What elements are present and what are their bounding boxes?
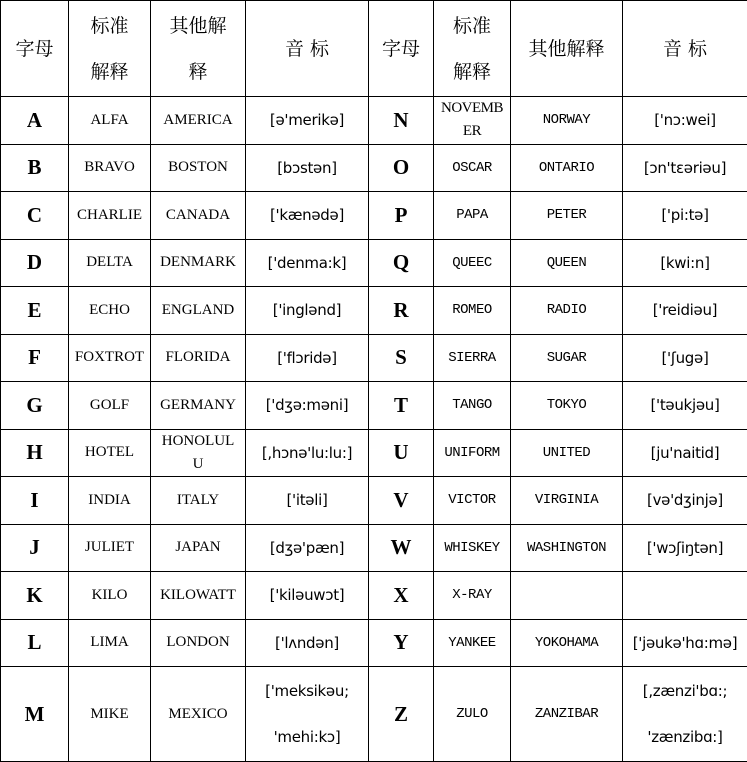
standard-word-cell-text: YANKEE <box>448 634 496 651</box>
table-row <box>1 287 747 335</box>
other-word-cell-right <box>511 429 623 477</box>
table-row <box>1 97 747 145</box>
table-row <box>1 144 747 192</box>
other-word-cell-right <box>511 667 623 762</box>
other-word-cell-text: VIRGINIA <box>534 492 599 509</box>
letter-cell <box>1 192 69 240</box>
standard-word-cell-text: NOVEMBER <box>441 100 504 140</box>
other-word-cell-text: YOKOHAMA <box>534 634 599 651</box>
other-word-cell <box>151 524 246 572</box>
table-row <box>1 524 747 572</box>
letter-cell <box>1 429 69 477</box>
phonetic-cell-right <box>623 667 747 762</box>
other-word-cell-right <box>511 144 623 192</box>
phonetic-cell <box>246 287 369 335</box>
other-word-cell <box>151 144 246 192</box>
other-word-cell-right <box>511 572 623 620</box>
standard-word-cell <box>69 667 151 762</box>
standard-word-cell-right <box>434 667 511 762</box>
standard-word-cell-text: GOLF <box>89 396 130 413</box>
standard-word-cell-text: LIMA <box>90 634 129 651</box>
other-word-cell-text: KILOWATT <box>160 586 236 603</box>
other-word-cell-text: NORWAY <box>542 112 591 129</box>
standard-word-cell <box>69 334 151 382</box>
phonetic-cell <box>246 524 369 572</box>
other-word-cell-right <box>511 239 623 287</box>
phonetic-cell-right <box>623 477 747 525</box>
other-word-cell-text: TOKYO <box>546 397 587 414</box>
standard-word-cell-text: CHARLIE <box>77 206 142 223</box>
letter-cell <box>1 477 69 525</box>
standard-word-cell-right <box>434 477 511 525</box>
other-word-cell <box>151 382 246 430</box>
phonetic-cell-text: [dʒə'pæn] <box>269 538 345 557</box>
phonetic-cell-right <box>623 97 747 145</box>
other-word-cell-text: DENMARK <box>160 254 236 271</box>
phonetic-cell-text: ['təukjəu] <box>650 396 720 415</box>
phonetic-cell-text: ['pi:tə] <box>661 206 709 225</box>
standard-word-cell-text: ALFA <box>90 111 129 128</box>
table-row <box>1 239 747 287</box>
standard-word-cell-text: ZULO <box>456 706 488 722</box>
letter-cell-text: L <box>27 630 42 655</box>
other-word-cell-text: CANADA <box>165 206 231 223</box>
standard-word-cell-right <box>434 192 511 240</box>
phonetic-cell-right <box>623 382 747 430</box>
standard-word-cell-text: TANGO <box>452 397 492 414</box>
letter-cell-text: W <box>390 535 412 560</box>
letter-cell <box>1 144 69 192</box>
standard-word-cell-right <box>434 334 511 382</box>
letter-cell-right <box>369 524 434 572</box>
letter-cell <box>1 619 69 667</box>
letter-cell-text: S <box>395 345 407 370</box>
letter-cell-text: C <box>26 202 43 227</box>
phonetic-cell-right <box>623 524 747 572</box>
letter-cell-text: H <box>26 440 43 465</box>
table-row <box>1 334 747 382</box>
phonetic-cell-text: ['kiləuwɔt] <box>269 586 345 605</box>
standard-word-cell-text: WHISKEY <box>444 539 500 556</box>
standard-word-cell <box>69 287 151 335</box>
letter-cell-text: E <box>27 297 42 322</box>
letter-cell-right <box>369 239 434 287</box>
header-phonetic-right: 音 标 <box>623 1 747 97</box>
phonetic-cell-text: [ə'merikə] <box>269 111 345 130</box>
standard-word-cell-text: HOTEL <box>84 444 135 461</box>
other-word-cell-text: ITALY <box>176 491 220 508</box>
letter-cell-text: V <box>393 487 409 512</box>
letter-cell-text: Y <box>393 630 409 655</box>
phonetic-cell-right <box>623 192 747 240</box>
standard-word-cell-right <box>434 572 511 620</box>
standard-word-cell-text: VICTOR <box>448 492 496 509</box>
standard-word-cell-right <box>434 524 511 572</box>
standard-word-cell-right <box>434 429 511 477</box>
letter-cell-text: J <box>29 535 40 560</box>
standard-word-cell-text: ECHO <box>89 301 130 318</box>
phonetic-cell <box>246 144 369 192</box>
phonetic-cell <box>246 239 369 287</box>
phonetic-cell-text: ['flɔridə] <box>277 348 337 367</box>
phonetic-cell <box>246 192 369 240</box>
letter-cell-right <box>369 287 434 335</box>
other-word-cell <box>151 429 246 477</box>
letter-cell-right <box>369 667 434 762</box>
letter-cell-text: D <box>26 250 43 275</box>
phonetic-cell-text: ['lʌndən] <box>275 633 339 652</box>
standard-word-cell <box>69 477 151 525</box>
header-standard: 标准解释 <box>69 1 151 97</box>
standard-word-cell-text: OSCAR <box>452 159 492 176</box>
letter-cell-text: Q <box>392 250 410 275</box>
standard-word-cell <box>69 239 151 287</box>
standard-word-cell-text: SIERRA <box>448 349 496 366</box>
standard-word-cell <box>69 382 151 430</box>
other-word-cell-right <box>511 619 623 667</box>
other-word-cell-right <box>511 334 623 382</box>
phonetic-cell-text: [ju'naitid] <box>650 443 720 462</box>
letter-cell-right <box>369 382 434 430</box>
phonetic-cell <box>246 429 369 477</box>
phonetic-cell <box>246 572 369 620</box>
standard-word-cell <box>69 144 151 192</box>
letter-cell-text: P <box>394 202 408 227</box>
phonetic-cell-text: ['nɔ:wei] <box>654 111 716 130</box>
letter-cell-text: I <box>30 487 39 512</box>
letter-cell-text: G <box>26 392 43 417</box>
letter-cell-right <box>369 572 434 620</box>
standard-word-cell-text: DELTA <box>86 254 133 271</box>
letter-cell-text: A <box>26 107 43 132</box>
other-word-cell-right <box>511 477 623 525</box>
other-word-cell-text: PETER <box>546 207 587 224</box>
standard-word-cell-text: FOXTROT <box>74 349 145 366</box>
letter-cell <box>1 97 69 145</box>
standard-word-cell-text: ROMEO <box>452 302 492 319</box>
letter-cell-right <box>369 477 434 525</box>
other-word-cell-text: WASHINGTON <box>526 539 606 556</box>
standard-word-cell <box>69 429 151 477</box>
phonetic-cell-right <box>623 619 747 667</box>
standard-word-cell-right <box>434 287 511 335</box>
other-word-cell-text: AMERICA <box>163 111 233 128</box>
table-row <box>1 619 747 667</box>
standard-word-cell-right <box>434 382 511 430</box>
letter-cell-right <box>369 429 434 477</box>
letter-cell <box>1 382 69 430</box>
phonetic-cell-right <box>623 572 747 620</box>
other-word-cell-text: QUEEN <box>546 254 587 271</box>
letter-cell <box>1 524 69 572</box>
other-word-cell-text: SUGAR <box>546 349 587 366</box>
phonetic-cell-text: ['inglənd] <box>272 301 342 320</box>
phonetic-cell-text: ['meksikəu; 'mehi:kɔ] <box>265 682 349 746</box>
letter-cell-text: M <box>24 701 45 726</box>
other-word-cell <box>151 667 246 762</box>
letter-cell <box>1 239 69 287</box>
standard-word-cell-text: PAPA <box>456 207 488 224</box>
phonetic-cell-text: ['wɔʃiŋtən] <box>646 538 724 557</box>
letter-cell-right <box>369 334 434 382</box>
standard-word-cell-text: BRAVO <box>84 159 135 176</box>
phonetic-cell-text: [,zænzi'bɑ:; 'zænzibɑ:] <box>642 682 728 746</box>
header-letter: 字母 <box>1 1 69 97</box>
letter-cell-text: O <box>392 155 410 180</box>
letter-cell-text: X <box>393 582 409 607</box>
other-word-cell-right <box>511 97 623 145</box>
other-word-cell-text: RADIO <box>546 302 587 319</box>
standard-word-cell <box>69 97 151 145</box>
letter-cell-right <box>369 619 434 667</box>
other-word-cell <box>151 287 246 335</box>
other-word-cell-right <box>511 524 623 572</box>
phonetic-cell-text: ['ʃugə] <box>661 348 709 367</box>
letter-cell <box>1 667 69 762</box>
phonetic-cell <box>246 97 369 145</box>
phonetic-cell <box>246 477 369 525</box>
other-word-cell-text: FLORIDA <box>165 349 231 366</box>
header-other: 其他解释 <box>151 1 246 97</box>
header-phonetic: 音 标 <box>246 1 369 97</box>
table-row <box>1 429 747 477</box>
other-word-cell-text: ZANZIBAR <box>534 706 599 722</box>
phonetic-cell-text: [ɔn'tεəriəu] <box>643 158 727 177</box>
phonetic-cell-text: ['reidiəu] <box>652 301 718 320</box>
other-word-cell-text: ENGLAND <box>161 301 235 318</box>
phonetic-cell-text: ['dʒə:məni] <box>265 396 349 415</box>
phonetic-cell <box>246 619 369 667</box>
other-word-cell <box>151 239 246 287</box>
standard-word-cell-right <box>434 619 511 667</box>
other-word-cell-text: UNITED <box>542 444 591 461</box>
letter-cell-text: Z <box>393 701 408 726</box>
letter-cell <box>1 572 69 620</box>
other-word-cell <box>151 192 246 240</box>
standard-word-cell <box>69 572 151 620</box>
phonetic-cell-text: ['itəli] <box>286 491 328 510</box>
letter-cell-text: U <box>393 440 409 465</box>
other-word-cell-text: HONOLULU <box>161 432 235 472</box>
standard-word-cell-text: X-RAY <box>452 587 492 604</box>
phonetic-cell-right <box>623 334 747 382</box>
other-word-cell-text: MEXICO <box>168 705 228 722</box>
letter-cell-text: B <box>27 155 42 180</box>
letter-cell-right <box>369 192 434 240</box>
header-standard-right: 标准解释 <box>434 1 511 97</box>
standard-word-cell-text: QUEEC <box>452 254 492 271</box>
phonetic-cell-right <box>623 429 747 477</box>
other-word-cell <box>151 619 246 667</box>
other-word-cell-right <box>511 382 623 430</box>
other-word-cell <box>151 572 246 620</box>
phonetic-cell-text: [bɔstən] <box>277 158 337 177</box>
phonetic-cell <box>246 382 369 430</box>
other-word-cell <box>151 97 246 145</box>
standard-word-cell-right <box>434 97 511 145</box>
standard-word-cell <box>69 524 151 572</box>
phonetic-cell-text: [kwi:n] <box>660 253 710 272</box>
phonetic-cell-right <box>623 287 747 335</box>
header-letter-right: 字母 <box>369 1 434 97</box>
phonetic-cell-text: ['jəukə'hɑ:mə] <box>632 633 738 652</box>
table-row <box>1 477 747 525</box>
standard-word-cell-text: UNIFORM <box>444 444 500 461</box>
other-word-cell-text: ONTARIO <box>538 159 595 176</box>
other-word-cell-text: LONDON <box>166 634 230 651</box>
letter-cell <box>1 334 69 382</box>
phonetic-cell <box>246 667 369 762</box>
phonetic-cell-text: ['kænədə] <box>269 206 345 225</box>
table-row <box>1 192 747 240</box>
phonetic-cell-text: ['denma:k] <box>267 253 347 272</box>
standard-word-cell-text: INDIA <box>88 491 131 508</box>
standard-word-cell-right <box>434 144 511 192</box>
other-word-cell <box>151 477 246 525</box>
header-row <box>1 1 747 97</box>
other-word-cell-text: BOSTON <box>168 159 228 176</box>
letter-cell-text: R <box>393 297 409 322</box>
letter-cell-text: K <box>26 582 43 607</box>
letter-cell-text: T <box>393 392 408 417</box>
standard-word-cell-right <box>434 239 511 287</box>
letter-cell-text: F <box>28 345 41 370</box>
phonetic-cell-text: [və'dʒinjə] <box>647 491 723 510</box>
phonetic-cell-right <box>623 239 747 287</box>
standard-word-cell-text: JULIET <box>84 539 135 556</box>
standard-word-cell-text: MIKE <box>90 705 129 722</box>
other-word-cell <box>151 334 246 382</box>
table-row <box>1 382 747 430</box>
letter-cell-text: N <box>393 107 409 132</box>
phonetic-cell-right <box>623 144 747 192</box>
header-other-right: 其他解释 <box>511 1 623 97</box>
other-word-cell-right <box>511 192 623 240</box>
table-row <box>1 572 747 620</box>
letter-cell-right <box>369 97 434 145</box>
standard-word-cell-text: KILO <box>91 586 128 603</box>
other-word-cell-text: JAPAN <box>175 539 221 556</box>
phonetic-cell-text: [,hɔnə'lu:lu:] <box>261 443 353 462</box>
phonetic-cell <box>246 334 369 382</box>
letter-cell <box>1 287 69 335</box>
table-row <box>1 667 747 762</box>
other-word-cell-text: GERMANY <box>160 396 236 413</box>
standard-word-cell <box>69 619 151 667</box>
standard-word-cell <box>69 192 151 240</box>
other-word-cell-right <box>511 287 623 335</box>
letter-cell-right <box>369 144 434 192</box>
